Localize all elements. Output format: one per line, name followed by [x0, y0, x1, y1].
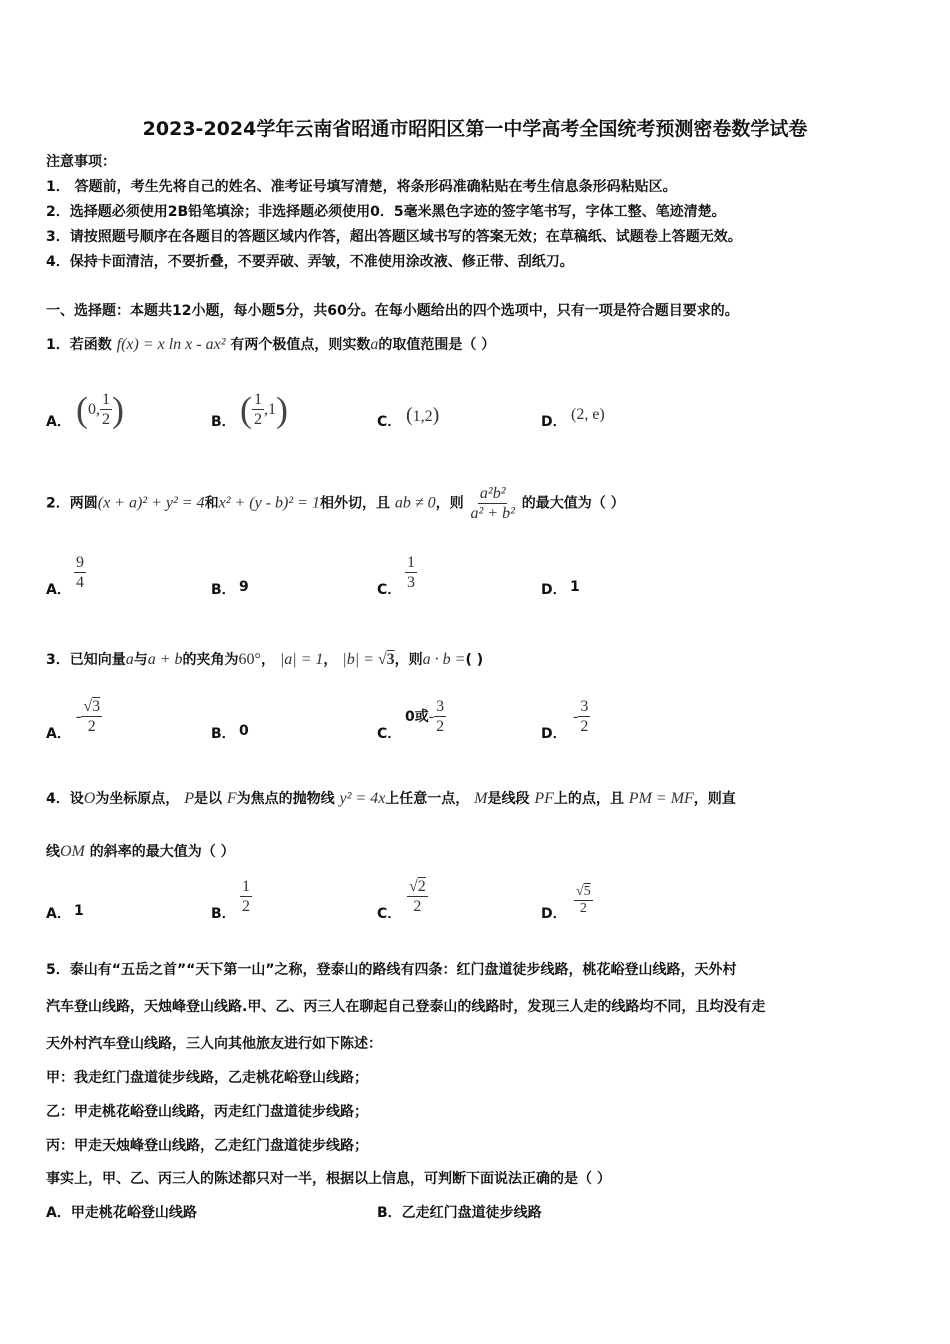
- question-2-condition: ab ≠ 0: [394, 494, 436, 512]
- question-1-text-c: 的取值范围是（ ）: [378, 337, 496, 353]
- q4-option-b-label: B．: [211, 906, 236, 922]
- question-2-text-d: 的最大值为（ ）: [521, 495, 625, 512]
- question-2: [46, 484, 625, 523]
- question-4-text-c: 是以: [193, 791, 222, 807]
- question-5-line-2: 汽车登山线路，天烛峰登山线路.甲、乙、丙三人在聊起自己登泰山的线路时，发现三人走的线路均不同，且均没有走: [46, 999, 766, 1015]
- q4-option-c-den: 2: [413, 898, 422, 915]
- question-2-text-b: 相外切，且: [319, 495, 390, 512]
- q2-option-c-num: 1: [407, 554, 415, 571]
- section-heading: 一、选择题：本题共12小题，每小题5分，共60分。在每小题给出的四个选项中，只有一项是符合题目要求的。: [46, 303, 739, 319]
- q2-option-a-label: A．: [46, 582, 71, 598]
- q3-option-a-label: A．: [46, 726, 71, 742]
- question-4: [46, 790, 736, 808]
- q2-option-a: [74, 553, 86, 592]
- q4-option-c-radicand: 2: [417, 878, 426, 895]
- q2-option-a-num: 9: [76, 554, 84, 571]
- question-4-text-a: 4．设: [46, 791, 84, 807]
- question-5-statement-bing: 丙：甲走天烛峰登山线路，乙走红门盘道徒步线路；: [46, 1138, 368, 1154]
- q3-option-a-den: 2: [87, 718, 96, 735]
- question-5-statement-jia: 甲：我走红门盘道徒步线路，乙走桃花峪登山线路；: [46, 1070, 368, 1086]
- q3-option-c-sign: -: [428, 708, 435, 725]
- question-3-angle: 60°: [238, 651, 261, 668]
- q4-option-c-label: C．: [377, 906, 402, 922]
- q4-option-b-den: 2: [242, 898, 250, 915]
- question-4-text-line2a: 线: [46, 844, 60, 860]
- question-5-line-3: 天外村汽车登山线路，三人向其他旅友进行如下陈述：: [46, 1036, 382, 1052]
- question-4-text-f: 是线段: [487, 791, 530, 807]
- question-4-relation: PM = MF: [628, 790, 694, 807]
- question-2-fraction-den: a² + b²: [470, 505, 515, 522]
- q5-option-b: B．乙走红门盘道徒步线路: [377, 1205, 542, 1221]
- q4-option-d-label: D．: [541, 906, 567, 922]
- q2-option-b-label: B．: [211, 582, 236, 598]
- question-4-text-line2b: 的斜率的最大值为（ ）: [89, 844, 235, 860]
- q1-option-a-left: 0,: [88, 401, 100, 418]
- q1-option-d-label: D．: [541, 414, 567, 430]
- q3-option-a: - $\frac{√3}{2}$: [76, 698, 101, 735]
- notice-item-4: 4．保持卡面清洁，不要折叠，不要弄破、弄皱，不准使用涂改液、修正带、刮纸刀。: [46, 254, 574, 270]
- question-3-text-e: ，: [323, 652, 338, 668]
- q1-option-b-right: ,1: [264, 401, 276, 418]
- q3-option-d-den: 2: [580, 718, 589, 735]
- notice-item-3: 3．请按照题号顺序在各题目的答题区域内作答，超出答题区域书写的答案无效；在草稿纸、试题卷上答题无效。: [46, 229, 742, 245]
- q1-option-c: (1,2): [406, 404, 440, 426]
- q1-option-a: (0, $\frac{1}{2}$ ): [76, 389, 124, 430]
- question-3: 3．已知向量a与a + b的夹角为60°， |a| = 1， |b| = √3，则a · b =( ): [46, 651, 484, 668]
- question-5-line-1: 5．泰山有“五岳之首”“天下第一山”之称，登泰山的路线有四条：红门盘道徒步线路，桃花峪登山线路，天外村: [46, 962, 737, 978]
- question-4-parabola: y² = 4x: [339, 790, 386, 807]
- q3-option-c-label: C．: [377, 726, 402, 742]
- q3-option-a-radicand: 3: [92, 698, 101, 715]
- q3-option-d-label: D．: [541, 726, 567, 742]
- question-3-norm-b: |b| =: [342, 651, 378, 668]
- question-5-statement-yi: 乙：甲走桃花峪登山线路，丙走红门盘道徒步线路；: [46, 1104, 368, 1120]
- page-title: 2023-2024学年云南省昭通市昭阳区第一中学高考全国统考预测密卷数学试卷: [142, 118, 808, 140]
- q1-option-b: ( $\frac{1}{2}$ ,1): [240, 389, 288, 430]
- q1-option-c-value: 1,2: [412, 408, 433, 425]
- q3-option-c-num: 3: [436, 698, 445, 715]
- question-2-text-a: 2．两圆: [46, 495, 98, 512]
- question-3-text-d: ，: [260, 652, 275, 668]
- question-4-point-p: P: [184, 790, 194, 807]
- question-4-text-h: ，则直: [693, 791, 736, 807]
- q3-option-d-num: 3: [580, 698, 589, 715]
- question-3-text-b: 与: [133, 652, 148, 668]
- q4-option-d-den: 2: [579, 901, 587, 916]
- q4-option-d-radicand: 5: [583, 884, 591, 899]
- q3-option-c: [405, 697, 446, 736]
- question-4-text-e: 上任意一点，: [385, 791, 470, 807]
- notice-item-2: 2．选择题必须使用2B铅笔填涂；非选择题必须使用0．5毫米黑色字迹的签字笔书写，字体工整、笔迹清楚。: [46, 204, 726, 220]
- q3-option-b: 0: [239, 723, 249, 739]
- q2-option-b: 9: [239, 579, 249, 595]
- question-3-text-f: ，则: [394, 652, 423, 668]
- q1-option-a-label: A．: [46, 414, 71, 430]
- question-2-text-c: ，则: [435, 495, 464, 512]
- question-1-function: f(x) = x ln x - ax²: [116, 336, 226, 353]
- q1-option-d: (2, e): [571, 406, 605, 423]
- question-2-fraction-num: a²b²: [479, 485, 506, 502]
- q3-option-d-sign: -: [573, 708, 579, 725]
- question-4-line-2: [46, 843, 235, 861]
- q1-option-b-label: B．: [211, 414, 236, 430]
- question-3-vector-a: a: [125, 651, 134, 668]
- question-1-text-a: 1．若函数: [46, 337, 112, 353]
- q4-option-b-num: 1: [242, 878, 250, 895]
- notice-item-1: 1． 答题前，考生先将自己的姓名、准考证号填写清楚，将条形码准确粘贴在考生信息条形码粘贴区。: [46, 179, 677, 195]
- question-3-norm-b-radicand: 3: [386, 651, 395, 668]
- q3-option-d: [573, 697, 590, 736]
- question-4-line-om: OM: [60, 843, 85, 860]
- q2-option-d-label: D．: [541, 582, 567, 598]
- notice-heading: 注意事项：: [46, 154, 116, 170]
- question-1-text-b: 有两个极值点，则实数: [230, 337, 371, 353]
- q2-option-c: [405, 553, 417, 592]
- q1-option-a-num: 1: [102, 391, 110, 408]
- q4-option-d: $\frac{√5}{2}$: [576, 884, 591, 916]
- q2-option-a-den: 4: [76, 574, 84, 591]
- q2-option-c-label: C．: [377, 582, 402, 598]
- q5-option-a: A．甲走桃花峪登山线路: [46, 1205, 197, 1221]
- question-1: [46, 336, 495, 354]
- q2-option-c-den: 3: [407, 574, 415, 591]
- question-4-segment-pf: PF: [534, 790, 554, 807]
- q4-option-c: $\frac{√2}{2}$: [409, 878, 426, 915]
- q4-option-a: 1: [74, 903, 84, 919]
- q3-option-c-prefix: 0或: [405, 709, 429, 725]
- q4-option-a-label: A．: [46, 906, 71, 922]
- question-2-circle-1: (x + a)² + y² = 4: [97, 494, 205, 512]
- q4-option-b: [240, 877, 252, 916]
- question-2-text-and: 和: [204, 495, 219, 512]
- q1-option-b-num: 1: [254, 391, 262, 408]
- question-3-text-a: 3．已知向量: [46, 652, 126, 668]
- q3-option-b-label: B．: [211, 726, 236, 742]
- question-3-vector-sum: a + b: [147, 651, 183, 668]
- q1-option-c-label: C．: [377, 414, 402, 430]
- q2-option-d: 1: [570, 579, 580, 595]
- question-1-variable: a: [370, 336, 379, 353]
- question-4-origin: O: [83, 790, 96, 807]
- q3-option-c-den: 2: [436, 718, 445, 735]
- question-5-line-7: 事实上，甲、乙、丙三人的陈述都只对一半，根据以上信息，可判断下面说法正确的是（ ）: [46, 1171, 611, 1187]
- question-3-text-g: ( ): [465, 652, 484, 668]
- question-4-text-g: 上的点，且: [553, 791, 624, 807]
- question-4-text-d: 为焦点的抛物线: [236, 791, 335, 807]
- question-4-point-m: M: [474, 790, 488, 807]
- question-3-norm-a: |a| = 1: [279, 651, 324, 668]
- question-3-text-c: 的夹角为: [182, 652, 239, 668]
- question-4-focus: F: [226, 790, 237, 807]
- q1-option-a-den: 2: [102, 411, 110, 428]
- question-2-circle-2: x² + (y - b)² = 1: [218, 494, 320, 512]
- question-3-dot-product: a · b =: [422, 651, 466, 668]
- q3-option-a-sign: -: [76, 708, 82, 725]
- q1-option-b-den: 2: [254, 411, 262, 428]
- question-4-text-b: 为坐标原点，: [95, 791, 180, 807]
